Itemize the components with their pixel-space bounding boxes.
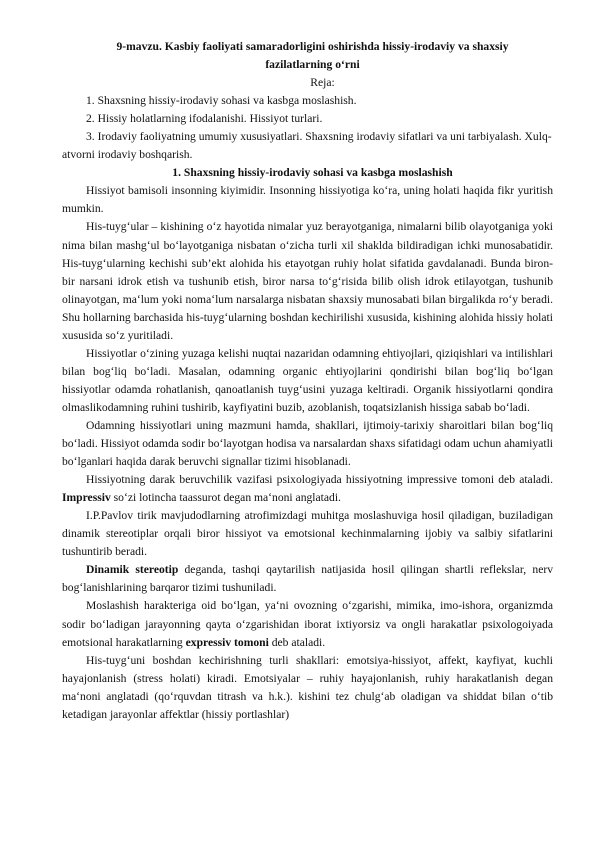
paragraph: Hissiyot bamisoli insonning kiyimidir. Insonning hissiyotiga ko‘ra, uning holati haqida fikr yuritish mumkin. bbox=[62, 184, 553, 216]
plan-item: 2. Hissiy holatlarning ifodalanishi. Hissiyot turlari. bbox=[86, 112, 323, 126]
document-page bbox=[62, 38, 553, 724]
paragraph bbox=[62, 597, 553, 651]
paragraph-text: deb ataladi. bbox=[268, 635, 326, 649]
paragraph: I.P.Pavlov tirik mavjudodlarning atrofimizdagi muhitga moslashuviga hosil qiladigan, buziladigan dinamik stereotiplar orqali biror hissiyot va emotsional kechinmalarning ijobiy va salbiy sifatlarini tushuntirib beradi. bbox=[62, 509, 553, 559]
paragraph bbox=[62, 471, 553, 507]
term-dinamik-stereotip: Dinamik stereotip bbox=[86, 563, 179, 577]
paragraph: Hissiyotlar o‘zining yuzaga kelishi nuqtai nazaridan odamning ehtiyojlari, qiziqishlari va intilishlari bilan bog‘liq bo‘ladi. Masalan, odamning organic ehtiyojlarini qondirishi bilan bog‘liq bo‘lgan hissiyotlar odamda rohatlanish, qanoatlanish tuyg‘usini yuzaga keltiradi. Organik hissiyotlarni qondira olmaslikodamning ruhini tushirib, kayfiyatini buzib, azoblanish, toqatsizlanish hissiga sabab bo‘ladi. bbox=[62, 346, 553, 414]
paragraph-text: Hissiyotning darak beruvchilik vazifasi psixologiyada hissiyotning impressive tomoni deb ataladi. bbox=[86, 473, 553, 487]
paragraph: His-tuyg‘uni boshdan kechirishning turli shakllari: emotsiya-hissiyot, affekt, kayfiyat, kuchli hayajonlanish (stress holati) kiradi. Emotsiyalar – ruhiy hayajonlanish, ruhiy harakatlanish degan ma‘noni anglatadi (qo‘rquvdan titrash va h.k.). kishini tez chulg‘ab oladigan va shiddat bilan o‘tib ketadigan jarayonlar affektlar (hissiy portlashlar) bbox=[62, 653, 553, 721]
section-heading: 1. Shaxsning hissiy-irodaviy sohasi va kasbga moslashish bbox=[172, 166, 453, 180]
term-impressiv: Impressiv bbox=[62, 491, 111, 505]
document-title: 9-mavzu. Kasbiy faoliyati samaradorligini oshirishda hissiy-irodaviy va shaxsiy fazilatlarning o‘rni bbox=[116, 40, 509, 72]
term-expressiv-tomoni: expressiv tomoni bbox=[185, 635, 269, 649]
paragraph-text: Moslashish harakteriga oid bo‘lgan, ya‘ni ovozning o‘zgarishi, mimika, imo-ishora, organizmda sodir bo‘ladigan jarayonning qayta o‘zgarishidan iborat ixtiyorsiz va ongli harakatlar psixologoiyada emotsional harakatlarning bbox=[62, 599, 553, 649]
paragraph-text: so‘zi lotincha taassurot degan ma‘noni anglatadi. bbox=[110, 491, 341, 505]
plan-item: 1. Shaxsning hissiy-irodaviy sohasi va kasbga moslashish. bbox=[86, 94, 357, 108]
paragraph: His-tuyg‘ular – kishining o‘z hayotida nimalar yuz berayotganiga, nimalarni bilib olayotganiga yoki nima bilan mashg‘ul bo‘layotganiga nisbatan o‘zicha turli xil shaklda bildiradigan ichki munosabatidir. His-tuyg‘ularning kechishi sub’ekt alohida his etayotgan ruhiy holat sifatida gavdalanadi. Bunda biron-bir narsani idrok etish va tushunib etish, biror narsa to‘g‘risida bilib olish idrok etilayotgan, tushunib olinayotgan, ma‘lum yoki noma‘lum narsalarga nisbatan shaxsiy munosabati bilan birgalikda ro‘y beradi. Shu hollarning barchasida his-tuyg‘ularning boshdan kechirilishi xususida, kishining alohida hissiy holati xususida so‘z yuritiladi. bbox=[62, 220, 553, 342]
paragraph-text: deganda, tashqi qaytarilish natijasida hosil qilingan shartli reflekslar, nerv bog‘lanishlarining barqaror tizimi tushuniladi. bbox=[62, 563, 553, 595]
paragraph: Odamning hissiyotlari uning mazmuni hamda, shakllari, ijtimoiy-tarixiy sharoitlari bilan bog‘liq bo‘ladi. Hissiyot odamda sodir bo‘layotgan hodisa va narsalardan shaxs sifatidagi odam uchun ahamiyatli bo‘lganlari haqida darak beruvchi signallar tizimi hisoblanadi. bbox=[62, 418, 554, 469]
paragraph bbox=[62, 561, 553, 597]
plan-heading: Reja: bbox=[310, 76, 335, 90]
plan-item: 3. Irodaviy faoliyatning umumiy xususiyatlari. Shaxsning irodaviy sifatlari va uni tarbiyalash. Xulq-atvorni irodaviy boshqarish. bbox=[62, 130, 552, 162]
